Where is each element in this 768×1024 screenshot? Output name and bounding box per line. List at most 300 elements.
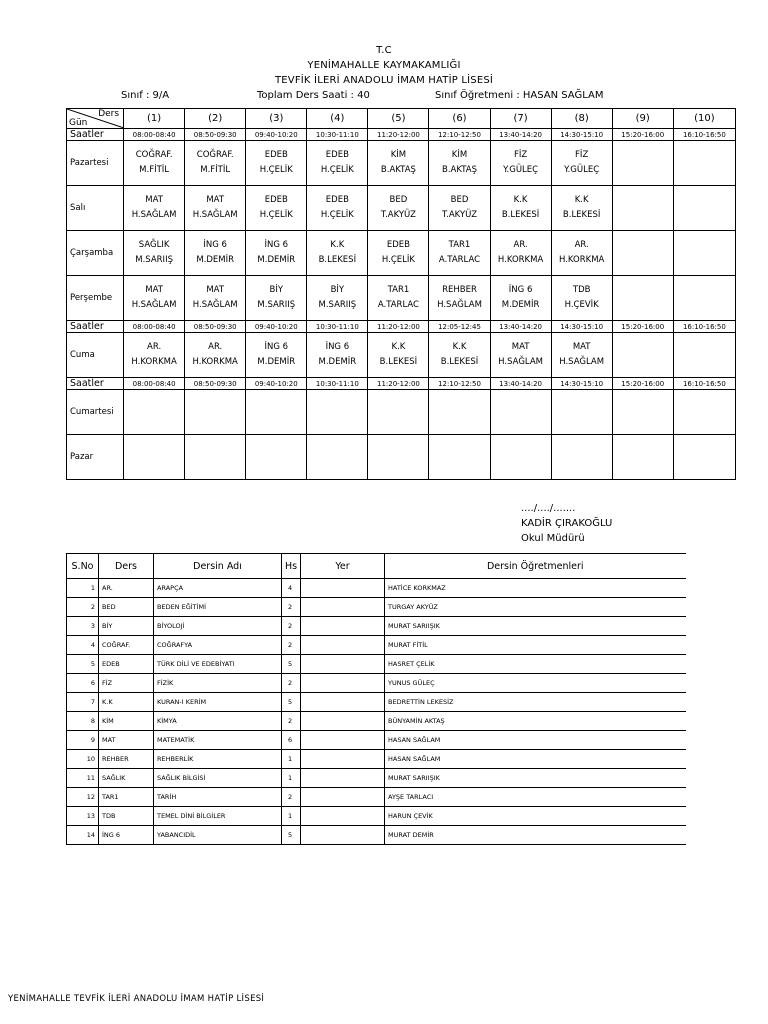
time-slot: 09:40-10:20 bbox=[246, 129, 307, 141]
period-header: (4) bbox=[307, 109, 368, 129]
day-name: Cuma bbox=[67, 333, 124, 378]
course-room bbox=[301, 579, 385, 598]
course-name: REHBERLİK bbox=[154, 750, 282, 769]
course-no: 10 bbox=[67, 750, 99, 769]
course-teacher: HASAN SAĞLAM bbox=[385, 750, 686, 769]
lesson-cell bbox=[185, 231, 246, 276]
table-row bbox=[67, 579, 686, 598]
lesson-cell bbox=[368, 390, 429, 435]
course-hours: 2 bbox=[282, 712, 301, 731]
lesson-code: EDEB bbox=[264, 195, 288, 205]
lesson-teacher: T.AKYÜZ bbox=[441, 210, 478, 220]
footer-school-name: YENİMAHALLE TEVFİK İLERİ ANADOLU İMAM HATİP LİSESİ bbox=[8, 994, 265, 1004]
course-col-header: Dersin Öğretmenleri bbox=[385, 554, 686, 579]
lesson-teacher: M.SARIIŞ bbox=[257, 300, 296, 310]
lesson-cell bbox=[185, 390, 246, 435]
lesson-teacher: M.DEMİR bbox=[318, 357, 357, 367]
course-code: MAT bbox=[99, 731, 154, 750]
course-col-header: Yer bbox=[301, 554, 385, 579]
period-header: (10) bbox=[673, 109, 735, 129]
lesson-code: BİY bbox=[330, 285, 345, 295]
lesson-code: MAT bbox=[145, 285, 163, 295]
day-name: Cumartesi bbox=[67, 390, 124, 435]
course-code: BED bbox=[99, 598, 154, 617]
time-slot: 08:00-08:40 bbox=[124, 321, 185, 333]
day-row bbox=[67, 141, 736, 186]
lesson-teacher: H.SAĞLAM bbox=[192, 210, 238, 220]
lesson-teacher: H.KORKMA bbox=[131, 357, 177, 367]
lesson-cell bbox=[551, 141, 612, 186]
lesson-teacher: H.ÇELİK bbox=[381, 255, 415, 265]
lesson-code: BİY bbox=[269, 285, 284, 295]
course-teacher: HASAN SAĞLAM bbox=[385, 731, 686, 750]
signature-date: ..../..../....... bbox=[521, 503, 576, 514]
lesson-teacher: H.ÇELİK bbox=[320, 210, 354, 220]
lesson-cell bbox=[612, 276, 673, 321]
period-header-row bbox=[67, 109, 736, 129]
lesson-cell bbox=[368, 141, 429, 186]
table-row bbox=[67, 788, 686, 807]
lesson-cell bbox=[490, 141, 551, 186]
lesson-cell bbox=[429, 390, 490, 435]
time-slot: 16:10-16:50 bbox=[673, 129, 735, 141]
table-row bbox=[67, 655, 686, 674]
lesson-code: REHBER bbox=[442, 285, 477, 295]
table-row bbox=[67, 693, 686, 712]
lesson-cell bbox=[551, 333, 612, 378]
course-teacher: MURAT FİTİL bbox=[385, 636, 686, 655]
time-slot: 08:00-08:40 bbox=[124, 129, 185, 141]
lesson-teacher: H.SAĞLAM bbox=[437, 300, 482, 310]
course-teacher: BEDRETTİN LEKESİZ bbox=[385, 693, 686, 712]
lesson-cell bbox=[490, 231, 551, 276]
lesson-teacher: Y.GÜLEÇ bbox=[503, 165, 539, 175]
course-code: TAR1 bbox=[99, 788, 154, 807]
course-code: BİY bbox=[99, 617, 154, 636]
course-name: COĞRAFYA bbox=[154, 636, 282, 655]
course-code: İNG 6 bbox=[99, 826, 154, 845]
lesson-cell bbox=[673, 231, 735, 276]
lesson-cell bbox=[429, 333, 490, 378]
table-row bbox=[67, 826, 686, 845]
lesson-teacher: B.LEKESİ bbox=[562, 210, 601, 220]
header-school: TEVFİK İLERİ ANADOLU İMAM HATİP LİSESİ bbox=[274, 75, 494, 86]
lesson-teacher: B.LEKESİ bbox=[501, 210, 540, 220]
lesson-cell bbox=[368, 333, 429, 378]
times-row bbox=[67, 129, 736, 141]
lesson-code: İNG 6 bbox=[203, 240, 227, 250]
lesson-cell bbox=[307, 276, 368, 321]
course-hours: 1 bbox=[282, 807, 301, 826]
time-slot: 11:20-12:00 bbox=[368, 129, 429, 141]
principal-name: KADİR ÇIRAKOĞLU bbox=[521, 518, 613, 529]
day-name: Çarşamba bbox=[67, 231, 124, 276]
lesson-teacher: B.LEKESİ bbox=[379, 357, 418, 367]
header-tc: T.C bbox=[376, 45, 392, 56]
period-header: (1) bbox=[124, 109, 185, 129]
lesson-code: TAR1 bbox=[448, 240, 471, 250]
course-name: YABANCIDİL bbox=[154, 826, 282, 845]
lesson-teacher: H.KORKMA bbox=[192, 357, 238, 367]
time-slot: 11:20-12:00 bbox=[368, 378, 429, 390]
course-room bbox=[301, 674, 385, 693]
course-name: TEMEL DİNİ BİLGİLER bbox=[154, 807, 282, 826]
course-name: SAĞLIK BİLGİSİ bbox=[154, 769, 282, 788]
lesson-cell bbox=[612, 333, 673, 378]
lesson-teacher: H.SAĞLAM bbox=[498, 357, 543, 367]
lesson-cell bbox=[246, 231, 307, 276]
time-slot: 15:20-16:00 bbox=[612, 129, 673, 141]
lesson-cell bbox=[429, 435, 490, 480]
course-room bbox=[301, 731, 385, 750]
lesson-code: AR. bbox=[208, 342, 223, 352]
course-no: 6 bbox=[67, 674, 99, 693]
table-row bbox=[67, 731, 686, 750]
course-room bbox=[301, 693, 385, 712]
lesson-code: AR. bbox=[513, 240, 528, 250]
course-hours: 2 bbox=[282, 788, 301, 807]
lesson-cell bbox=[551, 390, 612, 435]
course-hours: 5 bbox=[282, 826, 301, 845]
course-name: KİMYA bbox=[154, 712, 282, 731]
course-room bbox=[301, 636, 385, 655]
lesson-code: İNG 6 bbox=[508, 285, 533, 295]
course-room bbox=[301, 769, 385, 788]
lesson-code: TDB bbox=[572, 285, 591, 295]
course-room bbox=[301, 598, 385, 617]
course-hours: 1 bbox=[282, 750, 301, 769]
lesson-teacher: H.KORKMA bbox=[558, 255, 605, 265]
time-slot: 11:20-12:00 bbox=[368, 321, 429, 333]
course-teacher: TURGAY AKYÜZ bbox=[385, 598, 686, 617]
period-header: (5) bbox=[368, 109, 429, 129]
course-code: FİZ bbox=[99, 674, 154, 693]
lesson-teacher: H.SAĞLAM bbox=[131, 300, 177, 310]
course-hours: 2 bbox=[282, 674, 301, 693]
day-row bbox=[67, 390, 736, 435]
lesson-cell bbox=[185, 186, 246, 231]
time-slot: 09:40-10:20 bbox=[246, 378, 307, 390]
course-no: 14 bbox=[67, 826, 99, 845]
course-hours: 2 bbox=[282, 617, 301, 636]
lesson-code: MAT bbox=[145, 195, 163, 205]
lesson-cell bbox=[673, 141, 735, 186]
class-label: Sınıf : 9/A bbox=[121, 90, 170, 101]
day-name: Salı bbox=[67, 186, 124, 231]
lesson-teacher: H.SAĞLAM bbox=[131, 210, 177, 220]
lesson-teacher: H.ÇELİK bbox=[320, 165, 354, 175]
table-row bbox=[67, 636, 686, 655]
table-row bbox=[67, 598, 686, 617]
period-header: (3) bbox=[246, 109, 307, 129]
lesson-cell bbox=[673, 333, 735, 378]
lesson-teacher: B.AKTAŞ bbox=[442, 165, 478, 175]
lesson-cell bbox=[124, 390, 185, 435]
lesson-cell bbox=[612, 186, 673, 231]
lesson-teacher: H.ÇEVİK bbox=[564, 300, 599, 310]
course-teacher: MURAT SARIIŞIK bbox=[385, 617, 686, 636]
day-name: Pazar bbox=[67, 435, 124, 480]
period-header: (8) bbox=[551, 109, 612, 129]
course-hours: 4 bbox=[282, 579, 301, 598]
time-slot: 12:10-12:50 bbox=[429, 129, 490, 141]
lesson-code: AR. bbox=[147, 342, 162, 352]
course-hours: 5 bbox=[282, 693, 301, 712]
lesson-code: İNG 6 bbox=[264, 342, 289, 352]
lesson-code: EDEB bbox=[325, 195, 349, 205]
time-slot: 14:30-15:10 bbox=[551, 321, 612, 333]
lesson-teacher: H.KORKMA bbox=[497, 255, 544, 265]
lesson-cell bbox=[368, 186, 429, 231]
lesson-code: İNG 6 bbox=[264, 240, 289, 250]
timetable bbox=[66, 108, 736, 480]
lesson-code: K.K bbox=[452, 342, 467, 352]
lesson-cell bbox=[124, 141, 185, 186]
lesson-code: COĞRAF. bbox=[196, 150, 234, 160]
lesson-teacher: M.DEMİR bbox=[257, 255, 296, 265]
course-col-header: Dersin Adı bbox=[154, 554, 282, 579]
lesson-teacher: H.SAĞLAM bbox=[192, 300, 238, 310]
table-row bbox=[67, 712, 686, 731]
lesson-code: MAT bbox=[206, 195, 225, 205]
course-teacher: MURAT DEMİR bbox=[385, 826, 686, 845]
course-room bbox=[301, 655, 385, 674]
course-no: 2 bbox=[67, 598, 99, 617]
period-header: (6) bbox=[429, 109, 490, 129]
corner-ders-label: Ders bbox=[98, 109, 120, 119]
lesson-cell bbox=[185, 276, 246, 321]
lesson-code: K.K bbox=[391, 342, 406, 352]
lesson-cell bbox=[124, 435, 185, 480]
course-hours: 2 bbox=[282, 598, 301, 617]
course-hours: 5 bbox=[282, 655, 301, 674]
course-teacher: MURAT SARIIŞIK bbox=[385, 769, 686, 788]
lesson-cell bbox=[551, 231, 612, 276]
lesson-code: BED bbox=[389, 195, 408, 205]
lesson-code: EDEB bbox=[264, 150, 288, 160]
lesson-cell bbox=[185, 141, 246, 186]
time-slot: 10:30-11:10 bbox=[307, 129, 368, 141]
course-no: 1 bbox=[67, 579, 99, 598]
lesson-cell bbox=[246, 141, 307, 186]
lesson-cell bbox=[307, 333, 368, 378]
lesson-teacher: M.FİTİL bbox=[200, 165, 231, 175]
course-name: BİYOLOJİ bbox=[154, 617, 282, 636]
lesson-cell bbox=[612, 435, 673, 480]
course-room bbox=[301, 788, 385, 807]
lesson-code: İNG 6 bbox=[325, 342, 350, 352]
course-code: K.K bbox=[99, 693, 154, 712]
lesson-cell bbox=[429, 276, 490, 321]
lesson-code: MAT bbox=[511, 342, 530, 352]
times-label: Saatler bbox=[67, 129, 124, 141]
table-row bbox=[67, 750, 686, 769]
course-teacher: BÜNYAMİN AKTAŞ bbox=[385, 712, 686, 731]
course-col-header: Ders bbox=[99, 554, 154, 579]
course-name: TARİH bbox=[154, 788, 282, 807]
time-slot: 08:00-08:40 bbox=[124, 378, 185, 390]
times-label: Saatler bbox=[67, 378, 124, 390]
course-name: MATEMATİK bbox=[154, 731, 282, 750]
course-teacher: AYŞE TARLACI bbox=[385, 788, 686, 807]
corner-gun-label: Gün bbox=[69, 118, 88, 128]
course-col-header: Hs bbox=[282, 554, 301, 579]
lesson-teacher: M.SARIIŞ bbox=[318, 300, 357, 310]
lesson-teacher: Y.GÜLEÇ bbox=[564, 165, 600, 175]
times-label: Saatler bbox=[67, 321, 124, 333]
time-slot: 08:50-09:30 bbox=[185, 378, 246, 390]
lesson-code: EDEB bbox=[325, 150, 349, 160]
time-slot: 09:40-10:20 bbox=[246, 321, 307, 333]
lesson-cell bbox=[246, 390, 307, 435]
lesson-cell bbox=[368, 276, 429, 321]
time-slot: 12:10-12:50 bbox=[429, 378, 490, 390]
time-slot: 13:40-14:20 bbox=[490, 129, 551, 141]
lesson-teacher: A.TARLAC bbox=[377, 300, 419, 310]
lesson-cell bbox=[368, 231, 429, 276]
period-header: (7) bbox=[490, 109, 551, 129]
course-no: 5 bbox=[67, 655, 99, 674]
time-slot: 13:40-14:20 bbox=[490, 378, 551, 390]
lesson-cell bbox=[551, 186, 612, 231]
day-name: Pazartesi bbox=[67, 141, 124, 186]
total-hours-label: Toplam Ders Saati : 40 bbox=[257, 90, 370, 101]
lesson-cell bbox=[368, 435, 429, 480]
lesson-teacher: M.DEMİR bbox=[257, 357, 296, 367]
time-slot: 16:10-16:50 bbox=[673, 378, 735, 390]
day-row bbox=[67, 276, 736, 321]
course-room bbox=[301, 617, 385, 636]
time-slot: 14:30-15:10 bbox=[551, 129, 612, 141]
lesson-cell bbox=[307, 141, 368, 186]
lesson-teacher: B.LEKESİ bbox=[440, 357, 479, 367]
lesson-cell bbox=[429, 231, 490, 276]
course-code: KİM bbox=[99, 712, 154, 731]
lesson-code: FİZ bbox=[575, 150, 589, 160]
course-no: 12 bbox=[67, 788, 99, 807]
course-teacher: YUNUS GÜLEÇ bbox=[385, 674, 686, 693]
lesson-code: MAT bbox=[572, 342, 591, 352]
course-no: 7 bbox=[67, 693, 99, 712]
course-name: TÜRK DİLİ VE EDEBİYATI bbox=[154, 655, 282, 674]
time-slot: 12:05-12:45 bbox=[429, 321, 490, 333]
course-room bbox=[301, 826, 385, 845]
lesson-code: KİM bbox=[451, 150, 468, 160]
table-row bbox=[67, 807, 686, 826]
course-no: 9 bbox=[67, 731, 99, 750]
lesson-cell bbox=[612, 390, 673, 435]
lesson-code: AR. bbox=[574, 240, 589, 250]
principal-title: Okul Müdürü bbox=[521, 533, 585, 544]
course-room bbox=[301, 712, 385, 731]
course-list-table bbox=[66, 553, 686, 845]
table-row bbox=[67, 617, 686, 636]
lesson-cell bbox=[612, 141, 673, 186]
lesson-code: KİM bbox=[390, 150, 407, 160]
lesson-cell bbox=[673, 276, 735, 321]
day-name: Perşembe bbox=[67, 276, 124, 321]
course-name: KURAN-I KERİM bbox=[154, 693, 282, 712]
course-code: EDEB bbox=[99, 655, 154, 674]
course-no: 11 bbox=[67, 769, 99, 788]
lesson-cell bbox=[673, 186, 735, 231]
course-hours: 1 bbox=[282, 769, 301, 788]
lesson-teacher: H.SAĞLAM bbox=[559, 357, 605, 367]
lesson-cell bbox=[185, 333, 246, 378]
lesson-code: COĞRAF. bbox=[135, 150, 173, 160]
lesson-teacher: T.AKYÜZ bbox=[380, 210, 416, 220]
lesson-cell bbox=[307, 390, 368, 435]
time-slot: 14:30-15:10 bbox=[551, 378, 612, 390]
course-no: 8 bbox=[67, 712, 99, 731]
course-room bbox=[301, 750, 385, 769]
course-hours: 6 bbox=[282, 731, 301, 750]
course-name: ARAPÇA bbox=[154, 579, 282, 598]
day-row bbox=[67, 186, 736, 231]
course-no: 3 bbox=[67, 617, 99, 636]
lesson-code: FİZ bbox=[513, 150, 528, 160]
lesson-teacher: M.DEMİR bbox=[196, 255, 235, 265]
lesson-cell bbox=[124, 231, 185, 276]
day-row bbox=[67, 333, 736, 378]
time-slot: 10:30-11:10 bbox=[307, 321, 368, 333]
lesson-cell bbox=[124, 276, 185, 321]
lesson-cell bbox=[551, 276, 612, 321]
period-header: (2) bbox=[185, 109, 246, 129]
lesson-code: K.K bbox=[330, 240, 345, 250]
lesson-cell bbox=[246, 186, 307, 231]
lesson-cell bbox=[490, 435, 551, 480]
course-room bbox=[301, 807, 385, 826]
lesson-teacher: H.ÇELİK bbox=[259, 165, 293, 175]
course-code: SAĞLIK bbox=[99, 769, 154, 788]
lesson-cell bbox=[246, 276, 307, 321]
lesson-teacher: M.DEMİR bbox=[501, 300, 540, 310]
lesson-code: MAT bbox=[206, 285, 225, 295]
lesson-cell bbox=[246, 333, 307, 378]
time-slot: 16:10-16:50 bbox=[673, 321, 735, 333]
lesson-cell bbox=[429, 186, 490, 231]
course-col-header: S.No bbox=[67, 554, 99, 579]
lesson-cell bbox=[124, 333, 185, 378]
time-slot: 08:50-09:30 bbox=[185, 321, 246, 333]
lesson-code: K.K bbox=[513, 195, 528, 205]
lesson-cell bbox=[490, 186, 551, 231]
lesson-code: SAĞLIK bbox=[138, 240, 170, 250]
lesson-teacher: H.ÇELİK bbox=[259, 210, 293, 220]
lesson-cell bbox=[612, 231, 673, 276]
lesson-cell bbox=[673, 390, 735, 435]
course-name: FİZİK bbox=[154, 674, 282, 693]
course-teacher: HARUN ÇEVİK bbox=[385, 807, 686, 826]
class-teacher-label: Sınıf Öğretmeni : HASAN SAĞLAM bbox=[435, 90, 604, 101]
course-teacher: HASRET ÇELİK bbox=[385, 655, 686, 674]
lesson-teacher: B.AKTAŞ bbox=[380, 165, 416, 175]
lesson-teacher: B.LEKESİ bbox=[318, 255, 357, 265]
table-row bbox=[67, 769, 686, 788]
lesson-cell bbox=[490, 390, 551, 435]
lesson-code: BED bbox=[450, 195, 469, 205]
day-row bbox=[67, 231, 736, 276]
lesson-teacher: M.FİTİL bbox=[139, 165, 170, 175]
course-code: COĞRAF. bbox=[99, 636, 154, 655]
course-code: AR. bbox=[99, 579, 154, 598]
lesson-cell bbox=[551, 435, 612, 480]
time-slot: 15:20-16:00 bbox=[612, 378, 673, 390]
lesson-teacher: A.TARLAC bbox=[438, 255, 481, 265]
time-slot: 15:20-16:00 bbox=[612, 321, 673, 333]
course-code: TDB bbox=[99, 807, 154, 826]
